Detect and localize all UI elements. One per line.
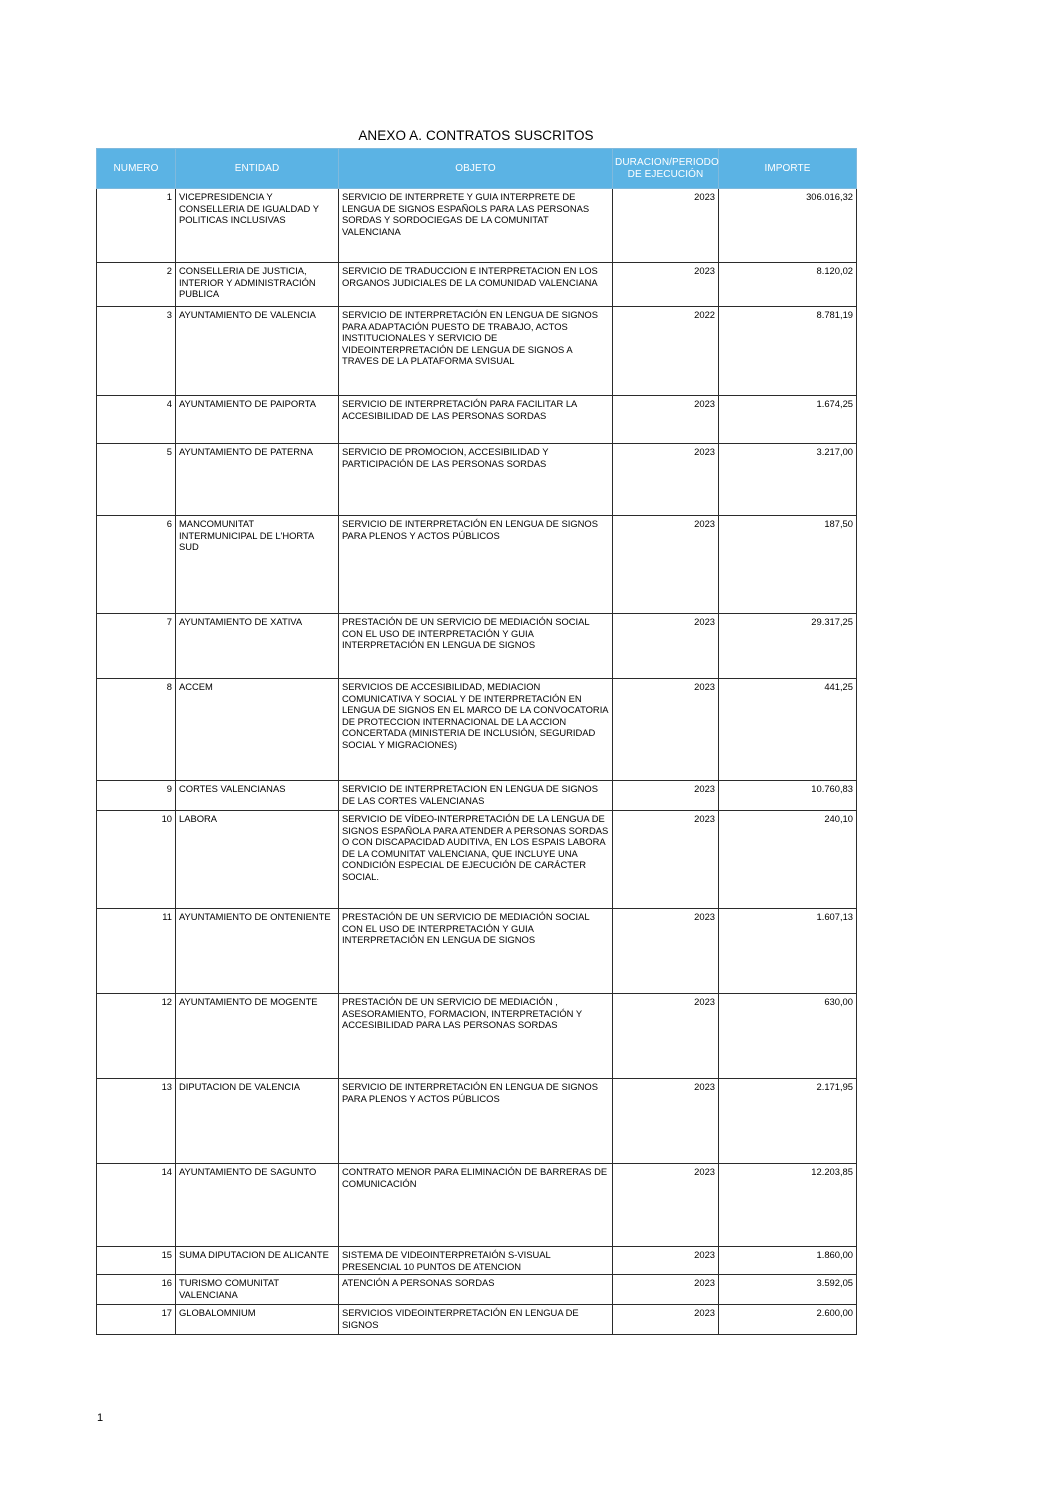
cell-objeto: SERVICIO DE INTERPRETACIÓN EN LENGUA DE SIGNOS PARA PLENOS Y ACTOS PÚBLICOS (339, 1079, 613, 1164)
cell-duracion: 2023 (613, 1079, 719, 1164)
table-row (97, 614, 857, 679)
cell-objeto: SISTEMA DE VIDEOINTERPRETAIÓN S-VISUAL PRESENCIAL 10 PUNTOS DE ATENCION (339, 1247, 613, 1275)
cell-objeto: CONTRATO MENOR PARA ELIMINACIÓN DE BARRERAS DE COMUNICACIÓN (339, 1164, 613, 1247)
table-row (97, 1305, 857, 1335)
cell-numero: 17 (97, 1305, 176, 1335)
table-body (97, 189, 857, 1335)
cell-objeto: ATENCIÓN A PERSONAS SORDAS (339, 1275, 613, 1305)
cell-numero: 2 (97, 263, 176, 307)
cell-objeto: SERVICIO DE PROMOCION, ACCESIBILIDAD Y PARTICIPACIÓN DE LAS PERSONAS SORDAS (339, 444, 613, 516)
cell-entidad: CORTES VALENCIANAS (176, 781, 339, 811)
table-row (97, 263, 857, 307)
cell-objeto: SERVICIO DE INTERPRETACIÓN PARA FACILITAR LA ACCESIBILIDAD DE LAS PERSONAS SORDAS (339, 396, 613, 444)
cell-importe: 3.592,05 (719, 1275, 857, 1305)
cell-importe: 12.203,85 (719, 1164, 857, 1247)
cell-objeto: SERVICIO DE INTERPRETE Y GUIA INTERPRETE DE LENGUA DE SIGNOS ESPAÑOLS PARA LAS PERSONAS SORDAS Y SORDOCIEGAS DE LA COMUNITAT VALENCIANA (339, 189, 613, 263)
cell-importe: 306.016,32 (719, 189, 857, 263)
cell-objeto: SERVICIO DE TRADUCCION E INTERPRETACION EN LOS ORGANOS JUDICIALES DE LA COMUNIDAD VALENCIANA (339, 263, 613, 307)
table-row (97, 1164, 857, 1247)
cell-duracion: 2023 (613, 614, 719, 679)
cell-importe: 2.171,95 (719, 1079, 857, 1164)
table-row (97, 781, 857, 811)
table-row (97, 1247, 857, 1275)
cell-numero: 1 (97, 189, 176, 263)
cell-duracion: 2023 (613, 444, 719, 516)
cell-numero: 9 (97, 781, 176, 811)
cell-entidad: MANCOMUNITAT INTERMUNICIPAL DE L'HORTA SUD (176, 516, 339, 614)
cell-numero: 8 (97, 679, 176, 781)
cell-numero: 6 (97, 516, 176, 614)
cell-importe: 1.860,00 (719, 1247, 857, 1275)
cell-numero: 3 (97, 307, 176, 396)
table-header-row (97, 149, 857, 189)
cell-duracion: 2022 (613, 307, 719, 396)
cell-entidad: TURISMO COMUNITAT VALENCIANA (176, 1275, 339, 1305)
cell-objeto: SERVICIOS VIDEOINTERPRETACIÓN EN LENGUA DE SIGNOS (339, 1305, 613, 1335)
cell-objeto: SERVICIO DE INTERPRETACIÓN EN LENGUA DE SIGNOS PARA PLENOS Y ACTOS PÚBLICOS (339, 516, 613, 614)
table-row (97, 189, 857, 263)
cell-duracion: 2023 (613, 1305, 719, 1335)
cell-duracion: 2023 (613, 516, 719, 614)
cell-entidad: SUMA DIPUTACION DE ALICANTE (176, 1247, 339, 1275)
cell-duracion: 2023 (613, 263, 719, 307)
cell-entidad: AYUNTAMIENTO DE XATIVA (176, 614, 339, 679)
cell-importe: 630,00 (719, 994, 857, 1079)
cell-entidad: CONSELLERIA DE JUSTICIA, INTERIOR Y ADMINISTRACIÓN PUBLICA (176, 263, 339, 307)
table-row (97, 444, 857, 516)
cell-importe: 8.781,19 (719, 307, 857, 396)
cell-entidad: AYUNTAMIENTO DE MOGENTE (176, 994, 339, 1079)
cell-duracion: 2023 (613, 1164, 719, 1247)
cell-numero: 11 (97, 909, 176, 994)
cell-duracion: 2023 (613, 1247, 719, 1275)
cell-objeto: PRESTACIÓN DE UN SERVICIO DE MEDIACIÓN , ASESORAMIENTO, FORMACION, INTERPRETACIÓN Y ACCESIBILIDAD PARA LAS PERSONAS SORDAS (339, 994, 613, 1079)
cell-importe: 10.760,83 (719, 781, 857, 811)
cell-numero: 10 (97, 811, 176, 909)
cell-objeto: SERVICIOS DE ACCESIBILIDAD, MEDIACION COMUNICATIVA Y SOCIAL Y DE INTERPRETACIÓN EN LENGUA DE SIGNOS EN EL MARCO DE LA CONVOCATORIA DE PROTECCION INTERNACIONAL DE LA ACCION CONCERTADA (MINISTERIA DE INCLUSIÓN, SEGURIDAD SOCIAL Y MIGRACIONES) (339, 679, 613, 781)
cell-entidad: AYUNTAMIENTO DE VALENCIA (176, 307, 339, 396)
page-number: 1 (97, 1412, 104, 1424)
cell-entidad: AYUNTAMIENTO DE PAIPORTA (176, 396, 339, 444)
cell-duracion: 2023 (613, 396, 719, 444)
cell-entidad: VICEPRESIDENCIA Y CONSELLERIA DE IGUALDAD Y POLITICAS INCLUSIVAS (176, 189, 339, 263)
cell-numero: 4 (97, 396, 176, 444)
cell-entidad: AYUNTAMIENTO DE ONTENIENTE (176, 909, 339, 994)
cell-importe: 187,50 (719, 516, 857, 614)
cell-objeto: PRESTACIÓN DE UN SERVICIO DE MEDIACIÓN SOCIAL CON EL USO DE INTERPRETACIÓN Y GUIA INTERPRETACIÓN EN LENGUA DE SIGNOS (339, 614, 613, 679)
cell-importe: 441,25 (719, 679, 857, 781)
cell-entidad: AYUNTAMIENTO DE SAGUNTO (176, 1164, 339, 1247)
cell-duracion: 2023 (613, 909, 719, 994)
table-row (97, 516, 857, 614)
cell-importe: 1.674,25 (719, 396, 857, 444)
cell-entidad: LABORA (176, 811, 339, 909)
cell-duracion: 2023 (613, 781, 719, 811)
page-title: ANEXO A. CONTRATOS SUSCRITOS (358, 128, 594, 143)
column-header-numero: NUMERO (97, 149, 176, 189)
table-row (97, 307, 857, 396)
table-row (97, 679, 857, 781)
table-row (97, 994, 857, 1079)
cell-duracion: 2023 (613, 1275, 719, 1305)
table-row (97, 811, 857, 909)
table-row (97, 396, 857, 444)
column-header-duracion: DURACION/PERIODO DE EJECUCIÓN (613, 149, 719, 189)
contracts-table (96, 148, 857, 1335)
cell-importe: 29.317,25 (719, 614, 857, 679)
cell-numero: 5 (97, 444, 176, 516)
contracts-table-container (96, 148, 856, 1335)
cell-duracion: 2023 (613, 189, 719, 263)
cell-numero: 16 (97, 1275, 176, 1305)
cell-objeto: SERVICIO DE INTERPRETACIÓN EN LENGUA DE SIGNOS PARA ADAPTACIÓN PUESTO DE TRABAJO, ACTOS INSTITUCIONALES Y SERVICIO DE VIDEOINTERPRETACIÓN DE LENGUA DE SIGNOS A TRAVES DE LA PLATAFORMA SVISUAL (339, 307, 613, 396)
column-header-entidad: ENTIDAD (176, 149, 339, 189)
cell-importe: 8.120,02 (719, 263, 857, 307)
cell-importe: 240,10 (719, 811, 857, 909)
cell-duracion: 2023 (613, 679, 719, 781)
table-row (97, 1079, 857, 1164)
cell-objeto: SERVICIO DE VÍDEO-INTERPRETACIÓN DE LA LENGUA DE SIGNOS ESPAÑOLA PARA ATENDER A PERSONAS SORDAS O CON DISCAPACIDAD AUDITIVA, EN LOS ESPAIS LABORA DE LA COMUNITAT VALENCIANA, QUE INCLUYE UNA CONDICIÓN ESPECIAL DE EJECUCIÓN DE CARÁCTER SOCIAL. (339, 811, 613, 909)
cell-importe: 2.600,00 (719, 1305, 857, 1335)
column-header-objeto: OBJETO (339, 149, 613, 189)
cell-numero: 15 (97, 1247, 176, 1275)
column-header-importe: IMPORTE (719, 149, 857, 189)
cell-entidad: DIPUTACION DE VALENCIA (176, 1079, 339, 1164)
table-row (97, 909, 857, 994)
cell-importe: 3.217,00 (719, 444, 857, 516)
cell-entidad: ACCEM (176, 679, 339, 781)
table-row (97, 1275, 857, 1305)
cell-duracion: 2023 (613, 811, 719, 909)
cell-numero: 7 (97, 614, 176, 679)
cell-objeto: SERVICIO DE INTERPRETACION EN LENGUA DE SIGNOS DE LAS CORTES VALENCIANAS (339, 781, 613, 811)
cell-numero: 13 (97, 1079, 176, 1164)
cell-duracion: 2023 (613, 994, 719, 1079)
cell-entidad: AYUNTAMIENTO DE PATERNA (176, 444, 339, 516)
cell-entidad: GLOBALOMNIUM (176, 1305, 339, 1335)
cell-importe: 1.607,13 (719, 909, 857, 994)
cell-objeto: PRESTACIÓN DE UN SERVICIO DE MEDIACIÓN SOCIAL CON EL USO DE INTERPRETACIÓN Y GUIA INTERPRETACIÓN EN LENGUA DE SIGNOS (339, 909, 613, 994)
cell-numero: 12 (97, 994, 176, 1079)
table-header (97, 149, 857, 189)
cell-numero: 14 (97, 1164, 176, 1247)
